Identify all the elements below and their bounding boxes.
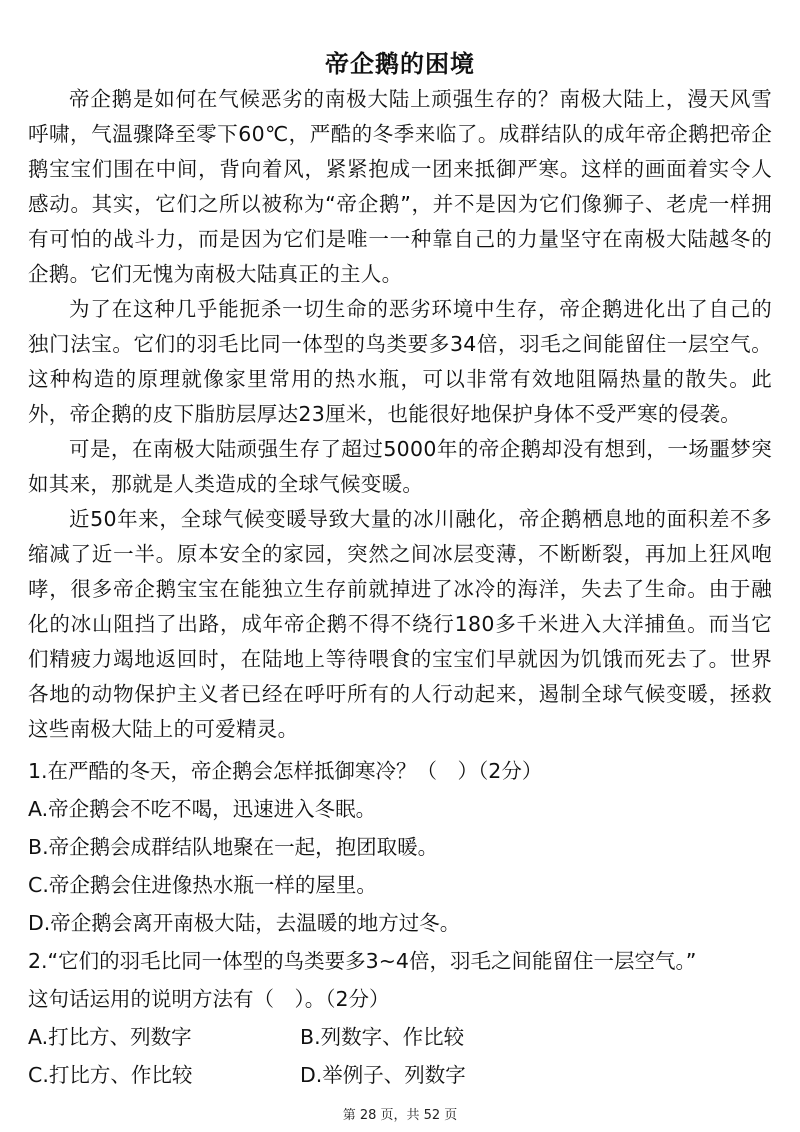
question-2-option-c: C.打比方、作比较 [28, 1063, 193, 1087]
question-1-option-b: B.帝企鹅会成群结队地聚在一起，抱团取暖。 [28, 835, 439, 859]
question-2-option-a: A.打比方、列数字 [28, 1025, 192, 1049]
question-1-option-d: D.帝企鹅会离开南极大陆，去温暖的地方过冬。 [28, 911, 461, 935]
question-2-option-b: B.列数字、作比较 [300, 1025, 465, 1049]
passage-paragraph: 近50年来，全球气候变暖导致大量的冰川融化，帝企鹅栖息地的面积差不多缩减了近一半。原本安全的家园，突然之间冰层变薄，不断断裂，再加上狂风咆哮，很多帝企鹅宝宝在能独立生存前就掉进了冰冷的海洋，失去了生命。由于融化的冰山阻挡了出路，成年帝企鹅不得不绕行180多千米进入大洋捕鱼。而当它们精疲力竭地返回时，在陆地上等待喂食的宝宝们早就因为饥饿而死去了。世界各地的动物保护主义者已经在呼吁所有的人行动起来，遏制全球气候变暖，拯救这些南极大陆上的可爱精灵。 [28, 507, 772, 741]
question-2-stem-line-1: 2.“它们的羽毛比同一体型的鸟类要多3~4倍，羽毛之间能留住一层空气。” [28, 949, 697, 973]
question-2-option-d: D.举例子、列数字 [300, 1063, 466, 1087]
question-1-stem: 1.在严酷的冬天，帝企鹅会怎样抵御寒冷？（ ）（2分） [28, 759, 543, 783]
page-title: 帝企鹅的困境 [325, 50, 475, 78]
question-1-option-a: A.帝企鹅会不吃不喝，迅速进入冬眠。 [28, 797, 377, 821]
question-2-options-row-2 [28, 1056, 772, 1094]
reading-passage [28, 82, 772, 747]
page-number-footer: 第 28 页，共 52 页 [342, 1108, 458, 1123]
question-section [28, 752, 772, 1094]
question-2-stem-line-2: 这句话运用的说明方法有（ ）。（2分） [28, 987, 390, 1011]
question-1-option-c: C.帝企鹅会住进像热水瓶一样的屋里。 [28, 873, 377, 897]
passage-paragraph: 可是，在南极大陆顽强生存了超过5000年的帝企鹅却没有想到，一场噩梦突如其来，那就是人类造成的全球气候变暖。 [28, 437, 772, 496]
passage-paragraph: 帝企鹅是如何在气候恶劣的南极大陆上顽强生存的？南极大陆上，漫天风雪呼啸，气温骤降至零下60℃，严酷的冬季来临了。成群结队的成年帝企鹅把帝企鹅宝宝们围在中间，背向着风，紧紧抱成一团来抵御严寒。这样的画面着实令人感动。其实，它们之所以被称为“帝企鹅”，并不是因为它们像狮子、老虎一样拥有可怕的战斗力，而是因为它们是唯一一种靠自己的力量坚守在南极大陆越冬的企鹅。它们无愧为南极大陆真正的主人。 [28, 87, 772, 286]
question-2-options-row-1 [28, 1018, 772, 1056]
passage-paragraph: 为了在这种几乎能扼杀一切生命的恶劣环境中生存，帝企鹅进化出了自己的独门法宝。它们的羽毛比同一体型的鸟类要多34倍，羽毛之间能留住一层空气。这种构造的原理就像家里常用的热水瓶，可以非常有效地阻隔热量的散失。此外，帝企鹅的皮下脂肪层厚达23厘米，也能很好地保护身体不受严寒的侵袭。 [28, 297, 772, 426]
